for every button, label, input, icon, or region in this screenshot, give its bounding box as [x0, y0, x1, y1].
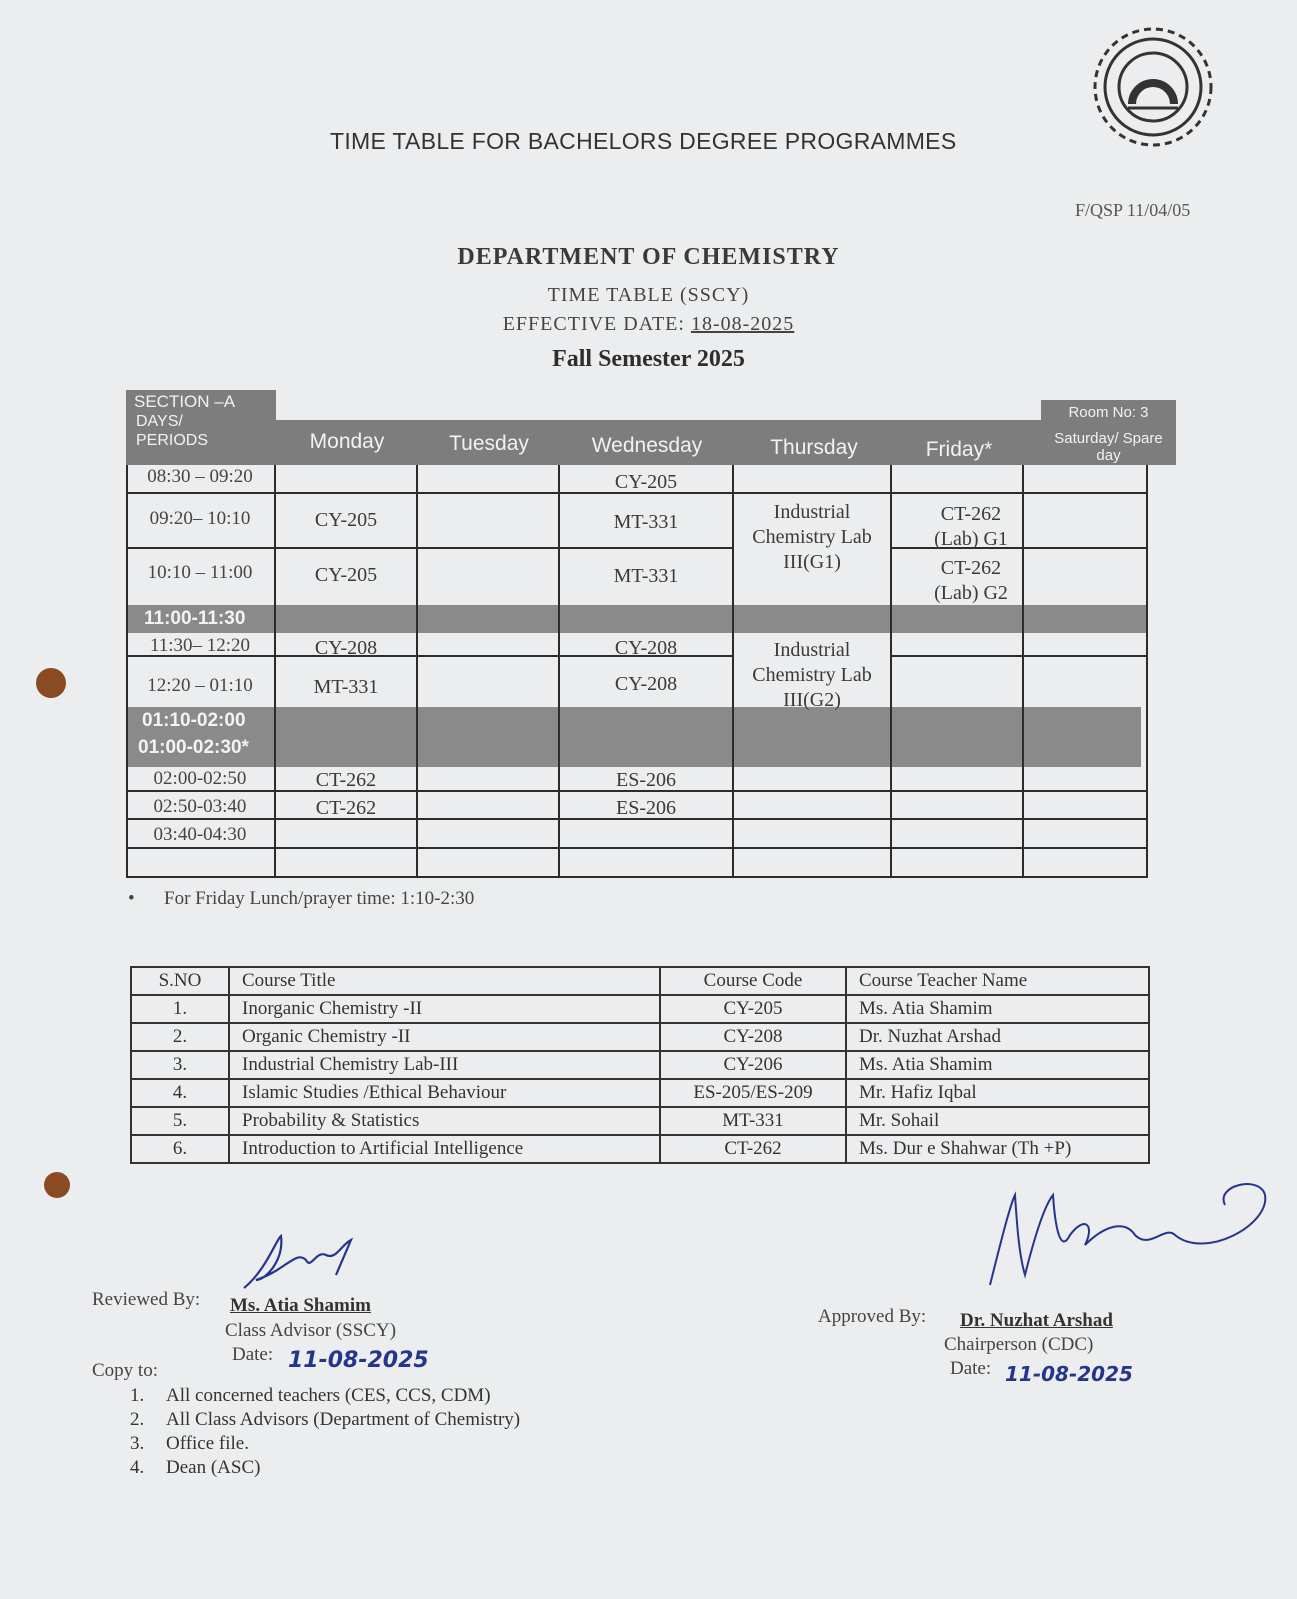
- punch-hole-icon: [44, 1172, 70, 1198]
- reviewed-by-label: Reviewed By:: [92, 1289, 201, 1310]
- table-row: 2. Organic Chemistry -II CY-208 Dr. Nuzhat Arshad: [131, 1023, 1149, 1051]
- courses-table: [130, 966, 1150, 1164]
- reviewer-role: Class Advisor (SSCY): [225, 1320, 397, 1341]
- wednesday-class: MT-331: [613, 511, 679, 533]
- approver-role: Chairperson (CDC): [944, 1334, 1094, 1355]
- effective-date-label: EFFECTIVE DATE:: [502, 313, 685, 335]
- list-item: 2. All Class Advisors (Department of Chemistry): [130, 1409, 521, 1430]
- table-row: 6. Introduction to Artificial Intelligence CT-262 Ms. Dur e Shahwar (Th +P): [131, 1135, 1149, 1163]
- table-row: 1. Inorganic Chemistry -II CY-205 Ms. Atia Shamim: [131, 995, 1149, 1023]
- copy-to-label: Copy to:: [92, 1360, 158, 1381]
- day-header-tuesday: Tuesday: [449, 432, 529, 455]
- semester-title: Fall Semester 2025: [552, 346, 745, 372]
- period-time: 02:00-02:50: [153, 768, 247, 789]
- period-time: 02:50-03:40: [153, 796, 247, 817]
- period-time: 10:10 – 11:00: [147, 562, 253, 583]
- wednesday-class: CY-205: [614, 471, 678, 493]
- wednesday-class: CY-208: [614, 673, 678, 695]
- friday-lab-g2: CT-262 (Lab) G2: [934, 557, 1008, 604]
- period-time: 11:30– 12:20: [149, 635, 251, 656]
- approved-by-label: Approved By:: [818, 1306, 927, 1327]
- list-item: 4. Dean (ASC): [130, 1457, 261, 1478]
- friday-lab-g1: CT-262 (Lab) G1: [934, 503, 1008, 550]
- day-header-thursday: Thursday: [770, 436, 858, 459]
- room-label: Room No: 3: [1068, 404, 1149, 421]
- monday-class: CY-205: [314, 564, 378, 586]
- approver-signature: [975, 1165, 1275, 1295]
- main-heading: TIME TABLE FOR BACHELORS DEGREE PROGRAMMES: [330, 128, 957, 154]
- thursday-lab-g2: Industrial Chemistry Lab III(G2): [752, 639, 872, 711]
- wednesday-class: ES-206: [616, 797, 676, 819]
- period-time: 03:40-04:30: [153, 824, 247, 845]
- wednesday-class: CY-208: [614, 637, 678, 659]
- col-header-code: Course Code: [660, 967, 846, 995]
- effective-date-line: [0, 313, 1297, 336]
- reviewer-date: 11-08-2025: [288, 1348, 429, 1373]
- reviewer-signature: [236, 1230, 366, 1296]
- courses-header-row: [131, 967, 1149, 995]
- break-morning: 11:00-11:30: [144, 608, 246, 629]
- monday-class: CY-208: [314, 637, 378, 659]
- reviewer-date-label: Date:: [232, 1344, 274, 1365]
- monday-class: CY-205: [314, 509, 378, 531]
- friday-note: • For Friday Lunch/prayer time: 1:10-2:30: [128, 888, 475, 909]
- col-header-teacher: Course Teacher Name: [846, 967, 1149, 995]
- break-lunch-1: 01:10-02:00: [142, 710, 246, 731]
- col-header-title: Course Title: [229, 967, 660, 995]
- section-label: SECTION –A: [134, 392, 236, 411]
- university-seal-logo: [1088, 22, 1218, 152]
- effective-date-value: 18-08-2025: [690, 313, 795, 335]
- wednesday-class: MT-331: [613, 565, 679, 587]
- monday-class: CT-262: [315, 797, 377, 819]
- col-header-sno: S.NO: [131, 967, 229, 995]
- list-item: 3. Office file.: [130, 1433, 249, 1454]
- wednesday-class: ES-206: [616, 769, 676, 791]
- approver-name: Dr. Nuzhat Arshad: [960, 1310, 1113, 1331]
- thursday-lab-g1: Industrial Chemistry Lab III(G1): [752, 501, 872, 573]
- day-header-friday: Friday*: [925, 438, 993, 461]
- department-title: DEPARTMENT OF CHEMISTRY: [457, 244, 840, 270]
- list-item: 1. All concerned teachers (CES, CCS, CDM): [130, 1385, 491, 1406]
- day-header-monday: Monday: [309, 430, 385, 453]
- approver-date: 11-08-2025: [1005, 1362, 1133, 1386]
- timetable-grid: [126, 392, 1176, 885]
- table-row: 5. Probability & Statistics MT-331 Mr. Sohail: [131, 1107, 1149, 1135]
- table-row: 3. Industrial Chemistry Lab-III CY-206 Ms. Atia Shamim: [131, 1051, 1149, 1079]
- period-time: 08:30 – 09:20: [147, 466, 253, 487]
- punch-hole-icon: [36, 668, 66, 698]
- form-code: F/QSP 11/04/05: [1075, 200, 1191, 220]
- day-header-saturday: Saturday/ Spare day: [1054, 430, 1163, 464]
- timetable-subtitle: TIME TABLE (SSCY): [547, 284, 750, 306]
- monday-class: MT-331: [313, 676, 379, 698]
- break-lunch-2: 01:00-02:30*: [138, 737, 249, 758]
- period-time: 12:20 – 01:10: [147, 675, 253, 696]
- days-periods-label: DAYS/ PERIODS: [136, 413, 209, 449]
- reviewer-name: Ms. Atia Shamim: [230, 1295, 371, 1316]
- copy-to-list: [130, 1385, 520, 1481]
- table-row: 4. Islamic Studies /Ethical Behaviour ES-205/ES-209 Mr. Hafiz Iqbal: [131, 1079, 1149, 1107]
- approver-date-label: Date:: [950, 1358, 992, 1379]
- period-time: 09:20– 10:10: [149, 508, 251, 529]
- monday-class: CT-262: [315, 769, 377, 791]
- day-header-wednesday: Wednesday: [591, 434, 703, 457]
